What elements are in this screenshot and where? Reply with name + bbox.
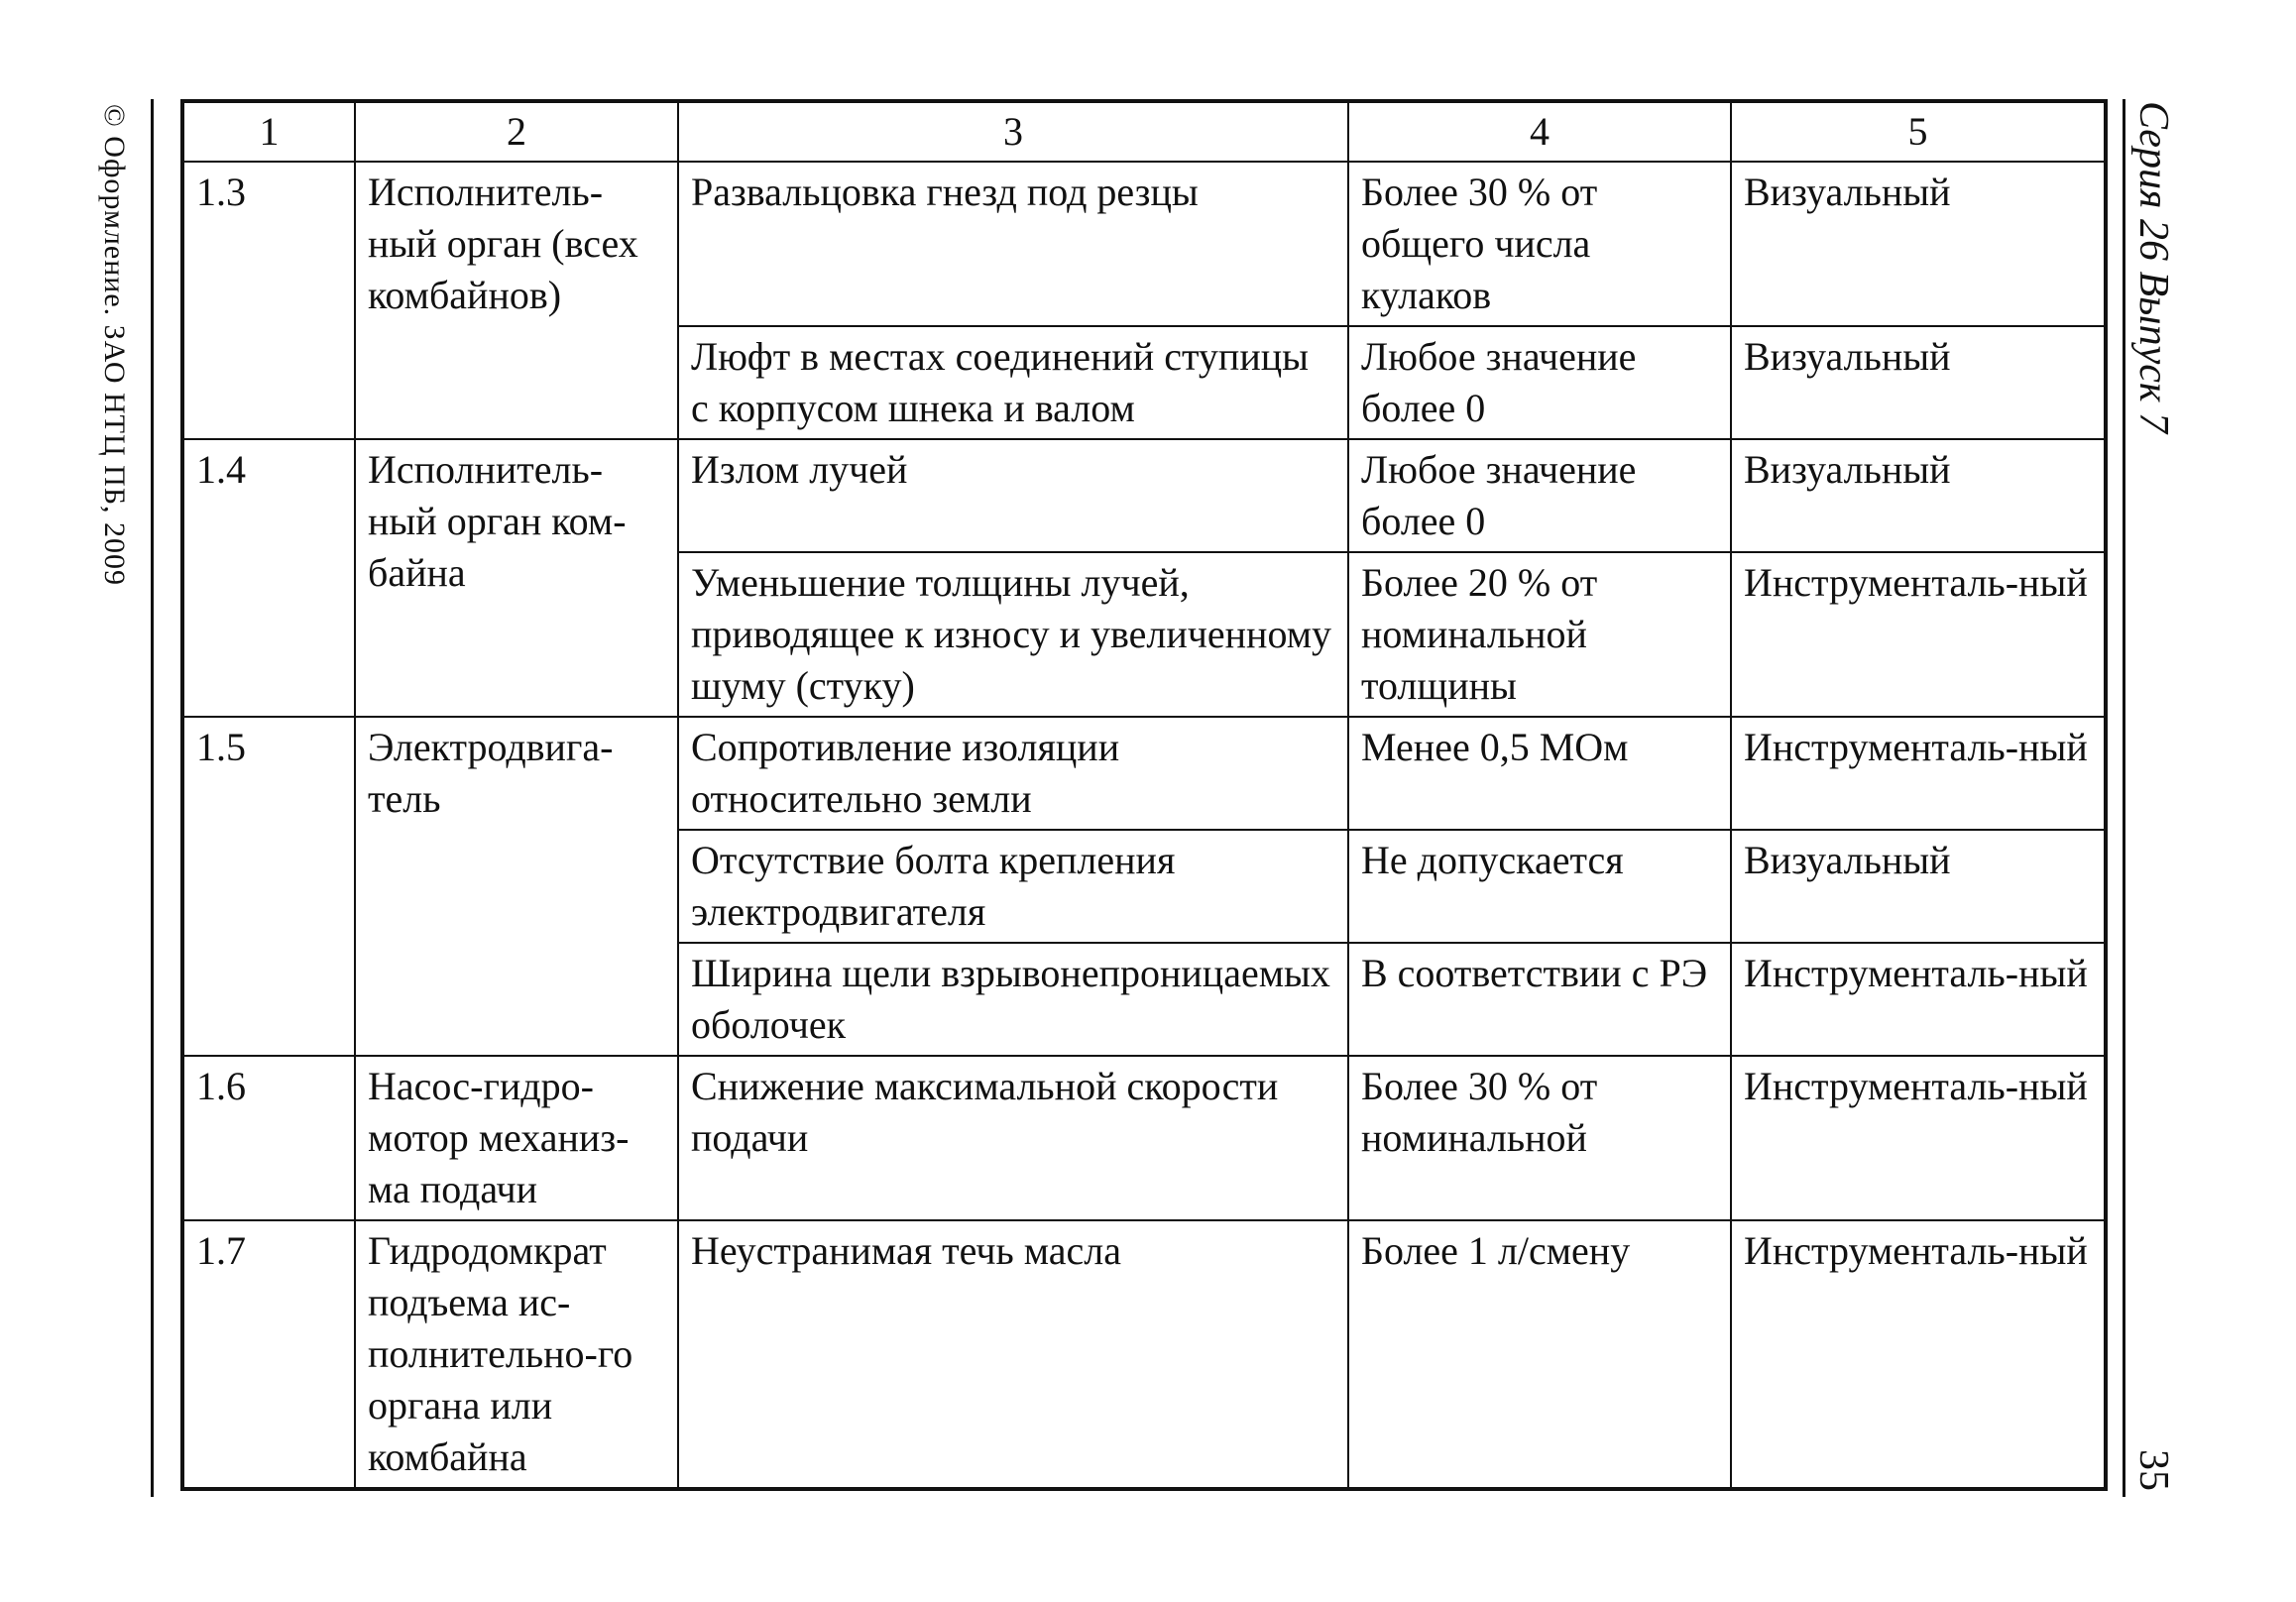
limit-value: Любое значение более 0: [1348, 439, 1731, 552]
defect-description: Отсутствие болта крепления электродвигателя: [678, 830, 1348, 943]
limit-value: Более 30 % от общего числа кулаков: [1348, 162, 1731, 326]
defects-table: [180, 99, 2108, 1491]
component-name: Исполнитель-ный орган (всех комбайнов): [355, 162, 678, 439]
limit-value: Любое значение более 0: [1348, 326, 1731, 439]
limit-value: Более 20 % от номинальной толщины: [1348, 552, 1731, 717]
item-number: 1.6: [182, 1056, 355, 1220]
right-margin-rule: [2123, 99, 2125, 1497]
header-cell-4: 4: [1348, 101, 1731, 162]
inspection-method: Инструменталь-ный: [1731, 943, 2106, 1056]
left-margin-rule: [151, 99, 154, 1497]
item-number: 1.7: [182, 1220, 355, 1489]
header-cell-2: 2: [355, 101, 678, 162]
header-cell-3: 3: [678, 101, 1348, 162]
defect-description: Излом лучей: [678, 439, 1348, 552]
header-cell-1: 1: [182, 101, 355, 162]
item-number: 1.3: [182, 162, 355, 439]
header-row: [182, 101, 2106, 162]
defect-description: Люфт в местах соединений ступицы с корпусом шнека и валом: [678, 326, 1348, 439]
component-name: Гидродомкрат подъема ис-полнительно-го органа или комбайна: [355, 1220, 678, 1489]
header-cell-5: 5: [1731, 101, 2106, 162]
inspection-method: Инструменталь-ный: [1731, 717, 2106, 830]
defect-description: Неустранимая течь масла: [678, 1220, 1348, 1489]
limit-value: Не допускается: [1348, 830, 1731, 943]
table-row: [182, 1220, 2106, 1489]
defect-description: Развальцовка гнезд под резцы: [678, 162, 1348, 326]
copyright-note: © Оформление. ЗАО НТЦ ПБ, 2009: [98, 104, 131, 587]
inspection-method: Визуальный: [1731, 326, 2106, 439]
item-number: 1.4: [182, 439, 355, 717]
table-row: [182, 162, 2106, 326]
table-row: [182, 717, 2106, 830]
component-name: Исполнитель-ный орган ком-байна: [355, 439, 678, 717]
defect-description: Снижение максимальной скорости подачи: [678, 1056, 1348, 1220]
table-row: [182, 1056, 2106, 1220]
table-row: [182, 439, 2106, 552]
limit-value: В соответствии с РЭ: [1348, 943, 1731, 1056]
inspection-method: Инструменталь-ный: [1731, 552, 2106, 717]
limit-value: Более 1 л/смену: [1348, 1220, 1731, 1489]
inspection-method: Визуальный: [1731, 162, 2106, 326]
component-name: Насос-гидро-мотор механиз-ма подачи: [355, 1056, 678, 1220]
item-number: 1.5: [182, 717, 355, 1056]
inspection-method: Визуальный: [1731, 439, 2106, 552]
inspection-method: Инструменталь-ный: [1731, 1056, 2106, 1220]
page-number: 35: [2130, 1449, 2176, 1491]
defect-description: Уменьшение толщины лучей, приводящее к износу и увеличенному шуму (стуку): [678, 552, 1348, 717]
inspection-method: Инструменталь-ный: [1731, 1220, 2106, 1489]
defect-description: Ширина щели взрывонепроницаемых оболочек: [678, 943, 1348, 1056]
inspection-method: Визуальный: [1731, 830, 2106, 943]
defect-description: Сопротивление изоляции относительно земли: [678, 717, 1348, 830]
limit-value: Менее 0,5 МОм: [1348, 717, 1731, 830]
limit-value: Более 30 % от номинальной: [1348, 1056, 1731, 1220]
component-name: Электродвига-тель: [355, 717, 678, 1056]
series-label: Серия 26 Выпуск 7: [2130, 101, 2176, 433]
